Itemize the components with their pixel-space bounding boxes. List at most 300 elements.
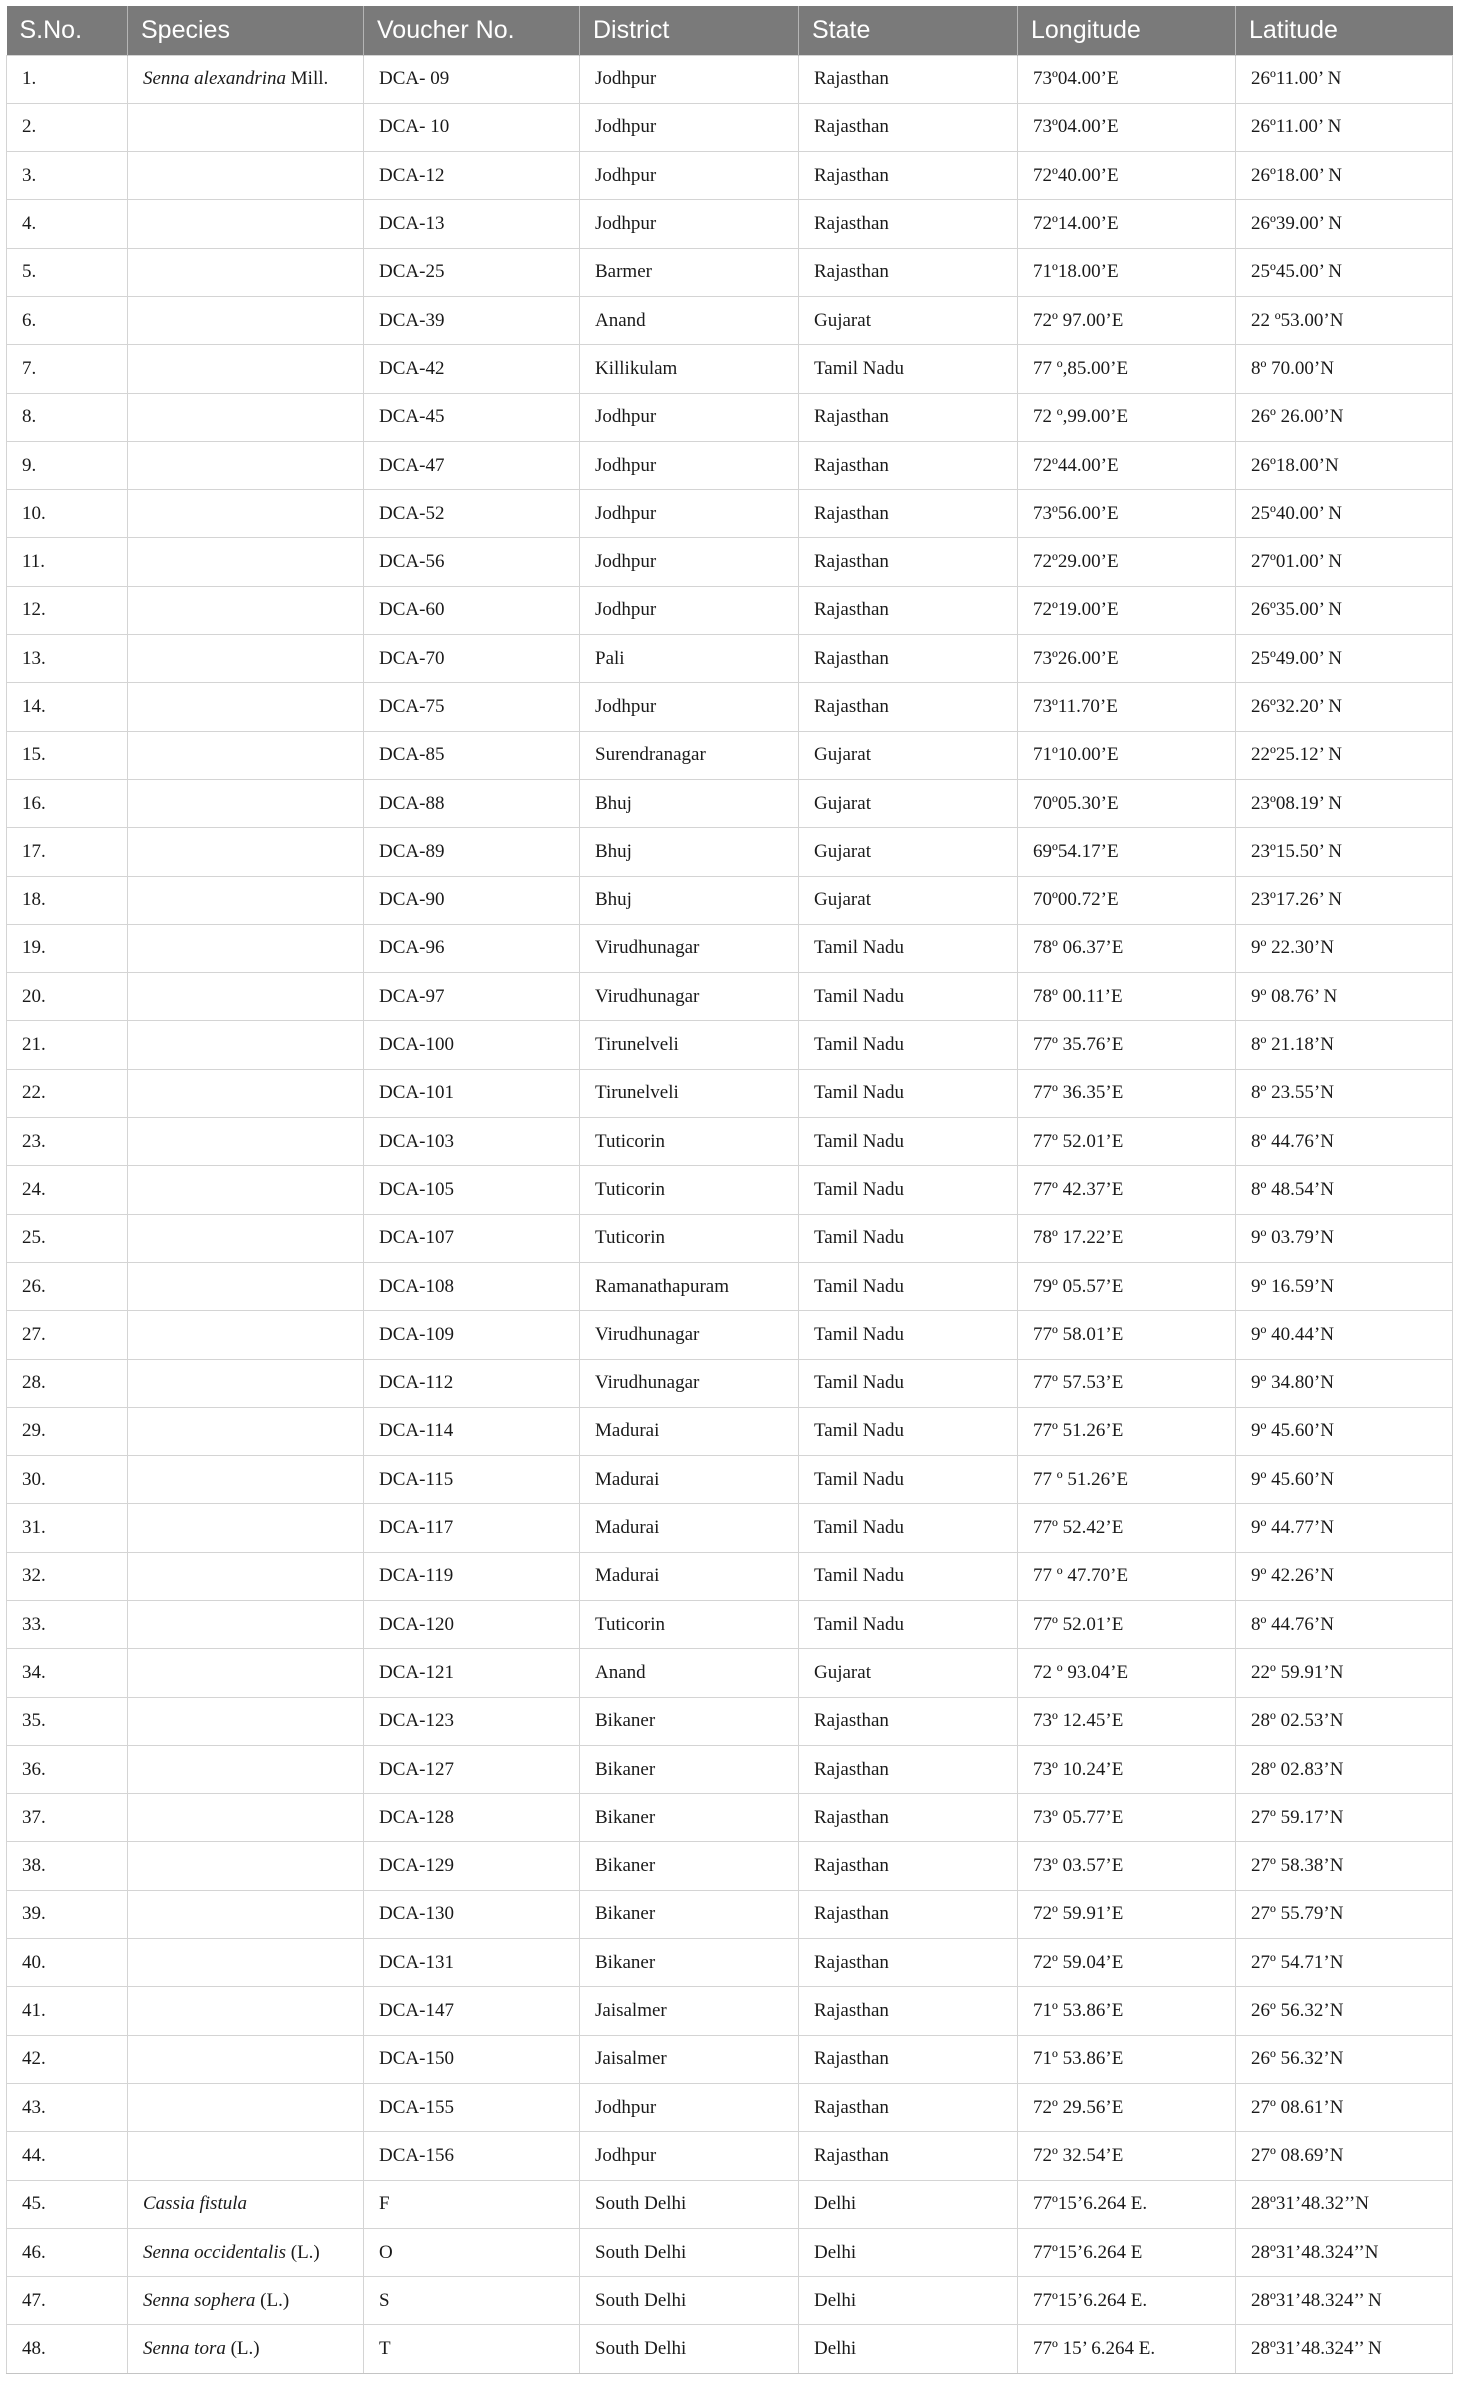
cell-sno: 28. — [7, 1359, 128, 1407]
cell-district: South Delhi — [580, 2277, 799, 2325]
cell-voucher: DCA-60 — [364, 586, 580, 634]
cell-district: Ramanathapuram — [580, 1262, 799, 1310]
cell-latitude: 28º31’48.32’’N — [1236, 2180, 1453, 2228]
cell-district: Virudhunagar — [580, 973, 799, 1021]
cell-sno: 39. — [7, 1890, 128, 1938]
table-row — [7, 1552, 1453, 1600]
table-row — [7, 683, 1453, 731]
cell-species — [128, 1987, 364, 2035]
cell-latitude: 9º 03.79’N — [1236, 1214, 1453, 1262]
table-row — [7, 1890, 1453, 1938]
cell-longitude: 77 º,85.00’E — [1018, 345, 1236, 393]
cell-longitude: 71º 53.86’E — [1018, 1987, 1236, 2035]
cell-longitude: 77º 52.01’E — [1018, 1601, 1236, 1649]
table-row — [7, 828, 1453, 876]
cell-latitude: 27º01.00’ N — [1236, 538, 1453, 586]
table-row — [7, 1262, 1453, 1310]
cell-species — [128, 248, 364, 296]
cell-state: Gujarat — [799, 876, 1018, 924]
table-header — [7, 6, 1453, 55]
species-author: Mill. — [286, 68, 329, 90]
cell-district: Bhuj — [580, 779, 799, 827]
cell-voucher: DCA-39 — [364, 296, 580, 344]
header-species: Species — [128, 6, 364, 55]
cell-voucher: DCA-155 — [364, 2083, 580, 2131]
header-district: District — [580, 6, 799, 55]
cell-species — [128, 2083, 364, 2131]
cell-latitude: 9º 22.30’N — [1236, 924, 1453, 972]
cell-latitude: 27º 59.17’N — [1236, 1794, 1453, 1842]
cell-longitude: 78º 17.22’E — [1018, 1214, 1236, 1262]
cell-sno: 40. — [7, 1939, 128, 1987]
cell-longitude: 73º 12.45’E — [1018, 1697, 1236, 1745]
table-row — [7, 200, 1453, 248]
cell-voucher: DCA-85 — [364, 731, 580, 779]
cell-sno: 8. — [7, 393, 128, 441]
cell-district: Jodhpur — [580, 490, 799, 538]
cell-district: Jodhpur — [580, 152, 799, 200]
cell-latitude: 8º 21.18’N — [1236, 1021, 1453, 1069]
cell-sno: 31. — [7, 1504, 128, 1552]
table-row — [7, 1649, 1453, 1697]
table-row — [7, 2035, 1453, 2083]
cell-latitude: 8º 44.76’N — [1236, 1601, 1453, 1649]
cell-state: Rajasthan — [799, 103, 1018, 151]
table-row — [7, 2083, 1453, 2131]
cell-state: Tamil Nadu — [799, 1552, 1018, 1600]
cell-latitude: 27º 55.79’N — [1236, 1890, 1453, 1938]
cell-species — [128, 828, 364, 876]
cell-state: Tamil Nadu — [799, 1021, 1018, 1069]
cell-voucher: DCA-103 — [364, 1118, 580, 1166]
cell-voucher: DCA-89 — [364, 828, 580, 876]
cell-species — [128, 490, 364, 538]
cell-district: Killikulam — [580, 345, 799, 393]
cell-state: Rajasthan — [799, 152, 1018, 200]
table-row — [7, 393, 1453, 441]
cell-species — [128, 1601, 364, 1649]
cell-species — [128, 924, 364, 972]
cell-sno: 4. — [7, 200, 128, 248]
cell-state: Tamil Nadu — [799, 924, 1018, 972]
cell-sno: 17. — [7, 828, 128, 876]
cell-species — [128, 200, 364, 248]
cell-latitude: 8º 44.76’N — [1236, 1118, 1453, 1166]
cell-voucher: DCA-42 — [364, 345, 580, 393]
header-longitude: Longitude — [1018, 6, 1236, 55]
cell-state: Delhi — [799, 2228, 1018, 2276]
cell-state: Rajasthan — [799, 1987, 1018, 2035]
cell-longitude: 72º 97.00’E — [1018, 296, 1236, 344]
cell-state: Rajasthan — [799, 1890, 1018, 1938]
cell-district: Jodhpur — [580, 103, 799, 151]
cell-state: Rajasthan — [799, 1697, 1018, 1745]
cell-species — [128, 2180, 364, 2228]
cell-state: Rajasthan — [799, 248, 1018, 296]
cell-district: Virudhunagar — [580, 1311, 799, 1359]
cell-longitude: 72º 29.56’E — [1018, 2083, 1236, 2131]
cell-species — [128, 1842, 364, 1890]
cell-district: Bikaner — [580, 1794, 799, 1842]
table-row — [7, 1069, 1453, 1117]
cell-species — [128, 1021, 364, 1069]
cell-latitude: 26º35.00’ N — [1236, 586, 1453, 634]
cell-district: Jodhpur — [580, 683, 799, 731]
cell-species — [128, 441, 364, 489]
cell-latitude: 26º32.20’ N — [1236, 683, 1453, 731]
cell-species — [128, 1649, 364, 1697]
cell-longitude: 77º 52.42’E — [1018, 1504, 1236, 1552]
cell-sno: 36. — [7, 1745, 128, 1793]
cell-district: Madurai — [580, 1407, 799, 1455]
cell-latitude: 9º 42.26’N — [1236, 1552, 1453, 1600]
cell-sno: 48. — [7, 2325, 128, 2373]
cell-state: Rajasthan — [799, 1745, 1018, 1793]
table-row — [7, 2180, 1453, 2228]
cell-state: Tamil Nadu — [799, 1311, 1018, 1359]
cell-state: Tamil Nadu — [799, 1118, 1018, 1166]
table-row — [7, 1504, 1453, 1552]
table-row — [7, 103, 1453, 151]
cell-sno: 30. — [7, 1456, 128, 1504]
cell-species — [128, 538, 364, 586]
cell-longitude: 73º26.00’E — [1018, 635, 1236, 683]
table-row — [7, 1601, 1453, 1649]
table-row — [7, 1166, 1453, 1214]
header-latitude: Latitude — [1236, 6, 1453, 55]
cell-species — [128, 683, 364, 731]
cell-sno: 3. — [7, 152, 128, 200]
cell-latitude: 22º25.12’ N — [1236, 731, 1453, 779]
table-row — [7, 1939, 1453, 1987]
table-row — [7, 538, 1453, 586]
cell-sno: 2. — [7, 103, 128, 151]
cell-species — [128, 2277, 364, 2325]
cell-latitude: 26º11.00’ N — [1236, 55, 1453, 103]
cell-state: Rajasthan — [799, 635, 1018, 683]
cell-latitude: 8º 48.54’N — [1236, 1166, 1453, 1214]
cell-longitude: 78º 00.11’E — [1018, 973, 1236, 1021]
cell-voucher: DCA-156 — [364, 2132, 580, 2180]
cell-longitude: 72 º 93.04’E — [1018, 1649, 1236, 1697]
cell-longitude: 78º 06.37’E — [1018, 924, 1236, 972]
cell-voucher: DCA-12 — [364, 152, 580, 200]
cell-species — [128, 55, 364, 103]
cell-district: Jodhpur — [580, 441, 799, 489]
cell-state: Rajasthan — [799, 55, 1018, 103]
cell-longitude: 73º11.70’E — [1018, 683, 1236, 731]
cell-district: Tuticorin — [580, 1214, 799, 1262]
cell-sno: 37. — [7, 1794, 128, 1842]
cell-voucher: DCA-13 — [364, 200, 580, 248]
cell-latitude: 9º 34.80’N — [1236, 1359, 1453, 1407]
cell-voucher: T — [364, 2325, 580, 2373]
cell-state: Tamil Nadu — [799, 973, 1018, 1021]
cell-sno: 38. — [7, 1842, 128, 1890]
cell-latitude: 26º 56.32’N — [1236, 2035, 1453, 2083]
table-row — [7, 1021, 1453, 1069]
cell-state: Tamil Nadu — [799, 1214, 1018, 1262]
cell-species — [128, 1697, 364, 1745]
cell-voucher: DCA-121 — [364, 1649, 580, 1697]
table-body — [7, 55, 1453, 2373]
cell-latitude: 8º 23.55’N — [1236, 1069, 1453, 1117]
cell-state: Tamil Nadu — [799, 1262, 1018, 1310]
cell-state: Tamil Nadu — [799, 1407, 1018, 1455]
cell-state: Tamil Nadu — [799, 1359, 1018, 1407]
cell-species — [128, 2325, 364, 2373]
cell-species — [128, 2035, 364, 2083]
cell-voucher: DCA-120 — [364, 1601, 580, 1649]
cell-longitude: 71º10.00’E — [1018, 731, 1236, 779]
cell-species — [128, 1552, 364, 1600]
cell-sno: 43. — [7, 2083, 128, 2131]
cell-longitude: 73º04.00’E — [1018, 103, 1236, 151]
cell-state: Tamil Nadu — [799, 1601, 1018, 1649]
cell-latitude: 9º 44.77’N — [1236, 1504, 1453, 1552]
cell-latitude: 27º 58.38’N — [1236, 1842, 1453, 1890]
cell-sno: 42. — [7, 2035, 128, 2083]
cell-species — [128, 103, 364, 151]
cell-state: Rajasthan — [799, 683, 1018, 731]
cell-state: Rajasthan — [799, 1939, 1018, 1987]
header-row — [7, 6, 1453, 55]
species-name: Senna alexandrina — [143, 68, 287, 90]
cell-latitude: 9º 45.60’N — [1236, 1456, 1453, 1504]
cell-voucher: DCA-131 — [364, 1939, 580, 1987]
cell-sno: 9. — [7, 441, 128, 489]
cell-sno: 44. — [7, 2132, 128, 2180]
table-row — [7, 731, 1453, 779]
cell-longitude: 72º19.00’E — [1018, 586, 1236, 634]
species-name: Cassia fistula — [143, 2193, 247, 2215]
cell-latitude: 26º11.00’ N — [1236, 103, 1453, 151]
table-row — [7, 1359, 1453, 1407]
cell-latitude: 27º 08.61’N — [1236, 2083, 1453, 2131]
table-row — [7, 441, 1453, 489]
table-row — [7, 345, 1453, 393]
cell-voucher: DCA-115 — [364, 1456, 580, 1504]
cell-district: Jaisalmer — [580, 2035, 799, 2083]
cell-state: Rajasthan — [799, 441, 1018, 489]
cell-voucher: DCA-130 — [364, 1890, 580, 1938]
cell-district: Jodhpur — [580, 55, 799, 103]
cell-latitude: 9º 40.44’N — [1236, 1311, 1453, 1359]
cell-state: Rajasthan — [799, 490, 1018, 538]
cell-district: Tuticorin — [580, 1118, 799, 1166]
table-row — [7, 1794, 1453, 1842]
cell-latitude: 22 º53.00’N — [1236, 296, 1453, 344]
cell-state: Gujarat — [799, 1649, 1018, 1697]
table-row — [7, 635, 1453, 683]
cell-state: Rajasthan — [799, 586, 1018, 634]
cell-voucher: DCA- 09 — [364, 55, 580, 103]
cell-longitude: 77º 35.76’E — [1018, 1021, 1236, 1069]
cell-district: South Delhi — [580, 2325, 799, 2373]
table-row — [7, 2325, 1453, 2373]
table-row — [7, 2132, 1453, 2180]
cell-sno: 34. — [7, 1649, 128, 1697]
cell-district: Bikaner — [580, 1890, 799, 1938]
table-row — [7, 924, 1453, 972]
cell-sno: 16. — [7, 779, 128, 827]
table-row — [7, 248, 1453, 296]
cell-longitude: 77 º 47.70’E — [1018, 1552, 1236, 1600]
cell-district: Jodhpur — [580, 538, 799, 586]
cell-district: Madurai — [580, 1456, 799, 1504]
cell-species — [128, 1890, 364, 1938]
cell-latitude: 23º15.50’ N — [1236, 828, 1453, 876]
cell-longitude: 72 º,99.00’E — [1018, 393, 1236, 441]
cell-sno: 19. — [7, 924, 128, 972]
cell-sno: 22. — [7, 1069, 128, 1117]
cell-longitude: 77º 58.01’E — [1018, 1311, 1236, 1359]
cell-longitude: 77º 51.26’E — [1018, 1407, 1236, 1455]
cell-voucher: DCA-147 — [364, 1987, 580, 2035]
cell-district: South Delhi — [580, 2180, 799, 2228]
cell-state: Gujarat — [799, 731, 1018, 779]
cell-district: Jodhpur — [580, 393, 799, 441]
cell-sno: 29. — [7, 1407, 128, 1455]
cell-species — [128, 1166, 364, 1214]
cell-latitude: 22º 59.91’N — [1236, 1649, 1453, 1697]
cell-latitude: 9º 16.59’N — [1236, 1262, 1453, 1310]
cell-district: Madurai — [580, 1552, 799, 1600]
cell-district: Madurai — [580, 1504, 799, 1552]
cell-longitude: 73º 10.24’E — [1018, 1745, 1236, 1793]
cell-sno: 12. — [7, 586, 128, 634]
cell-longitude: 77º 52.01’E — [1018, 1118, 1236, 1166]
cell-district: Jodhpur — [580, 586, 799, 634]
cell-longitude: 71º18.00’E — [1018, 248, 1236, 296]
cell-voucher: DCA-101 — [364, 1069, 580, 1117]
cell-voucher: DCA-47 — [364, 441, 580, 489]
cell-longitude: 70º00.72’E — [1018, 876, 1236, 924]
table-row — [7, 490, 1453, 538]
cell-sno: 6. — [7, 296, 128, 344]
cell-species — [128, 393, 364, 441]
cell-sno: 23. — [7, 1118, 128, 1166]
cell-latitude: 25º49.00’ N — [1236, 635, 1453, 683]
cell-voucher: S — [364, 2277, 580, 2325]
cell-longitude: 72º 59.91’E — [1018, 1890, 1236, 1938]
cell-voucher: DCA-117 — [364, 1504, 580, 1552]
cell-state: Delhi — [799, 2277, 1018, 2325]
cell-longitude: 77º 15’ 6.264 E. — [1018, 2325, 1236, 2373]
species-author: (L.) — [286, 2241, 320, 2263]
cell-latitude: 25º45.00’ N — [1236, 248, 1453, 296]
cell-longitude: 77º15’6.264 E. — [1018, 2180, 1236, 2228]
cell-state: Rajasthan — [799, 1842, 1018, 1890]
cell-longitude: 72º 32.54’E — [1018, 2132, 1236, 2180]
cell-sno: 33. — [7, 1601, 128, 1649]
cell-voucher: DCA-96 — [364, 924, 580, 972]
cell-state: Rajasthan — [799, 200, 1018, 248]
cell-sno: 11. — [7, 538, 128, 586]
table-row — [7, 1118, 1453, 1166]
cell-latitude: 23º08.19’ N — [1236, 779, 1453, 827]
cell-district: Tirunelveli — [580, 1021, 799, 1069]
cell-voucher: DCA-97 — [364, 973, 580, 1021]
cell-state: Rajasthan — [799, 393, 1018, 441]
species-author: (L.) — [225, 2338, 260, 2360]
cell-voucher: DCA- 10 — [364, 103, 580, 151]
cell-voucher: DCA-128 — [364, 1794, 580, 1842]
cell-latitude: 9º 45.60’N — [1236, 1407, 1453, 1455]
cell-voucher: DCA-105 — [364, 1166, 580, 1214]
cell-voucher: DCA-25 — [364, 248, 580, 296]
cell-voucher: DCA-112 — [364, 1359, 580, 1407]
cell-voucher: DCA-70 — [364, 635, 580, 683]
cell-longitude: 77º 42.37’E — [1018, 1166, 1236, 1214]
cell-longitude: 79º 05.57’E — [1018, 1262, 1236, 1310]
header-sno: S.No. — [7, 6, 128, 55]
cell-longitude: 72º40.00’E — [1018, 152, 1236, 200]
cell-voucher: DCA-88 — [364, 779, 580, 827]
species-author: (L.) — [255, 2289, 290, 2311]
cell-state: Tamil Nadu — [799, 1166, 1018, 1214]
cell-district: Virudhunagar — [580, 1359, 799, 1407]
cell-state: Gujarat — [799, 828, 1018, 876]
cell-latitude: 9º 08.76’ N — [1236, 973, 1453, 1021]
cell-voucher: DCA-90 — [364, 876, 580, 924]
cell-species — [128, 876, 364, 924]
table-row — [7, 779, 1453, 827]
cell-species — [128, 152, 364, 200]
cell-species — [128, 1214, 364, 1262]
table-row — [7, 1407, 1453, 1455]
table-row — [7, 586, 1453, 634]
cell-species — [128, 1504, 364, 1552]
cell-district: Barmer — [580, 248, 799, 296]
cell-voucher: DCA-56 — [364, 538, 580, 586]
cell-state: Gujarat — [799, 779, 1018, 827]
cell-district: Virudhunagar — [580, 924, 799, 972]
cell-longitude: 73º04.00’E — [1018, 55, 1236, 103]
cell-sno: 7. — [7, 345, 128, 393]
cell-district: Tirunelveli — [580, 1069, 799, 1117]
table-row — [7, 876, 1453, 924]
cell-latitude: 27º 54.71’N — [1236, 1939, 1453, 1987]
cell-state: Tamil Nadu — [799, 345, 1018, 393]
cell-latitude: 28º 02.83’N — [1236, 1745, 1453, 1793]
cell-species — [128, 1359, 364, 1407]
cell-longitude: 72º14.00’E — [1018, 200, 1236, 248]
cell-district: Bikaner — [580, 1939, 799, 1987]
cell-species — [128, 1745, 364, 1793]
cell-sno: 5. — [7, 248, 128, 296]
cell-species — [128, 731, 364, 779]
cell-voucher: F — [364, 2180, 580, 2228]
species-name: Senna sophera — [143, 2289, 256, 2311]
cell-sno: 26. — [7, 1262, 128, 1310]
cell-voucher: DCA-52 — [364, 490, 580, 538]
cell-species — [128, 1118, 364, 1166]
cell-sno: 20. — [7, 973, 128, 1021]
cell-state: Rajasthan — [799, 2035, 1018, 2083]
cell-longitude: 71º 53.86’E — [1018, 2035, 1236, 2083]
cell-district: South Delhi — [580, 2228, 799, 2276]
cell-longitude: 77º15’6.264 E — [1018, 2228, 1236, 2276]
cell-district: Pali — [580, 635, 799, 683]
table-row — [7, 1987, 1453, 2035]
cell-species — [128, 1262, 364, 1310]
cell-voucher: DCA-75 — [364, 683, 580, 731]
cell-species — [128, 2228, 364, 2276]
cell-state: Rajasthan — [799, 538, 1018, 586]
specimen-table-container — [6, 6, 1452, 2374]
cell-state: Rajasthan — [799, 2132, 1018, 2180]
